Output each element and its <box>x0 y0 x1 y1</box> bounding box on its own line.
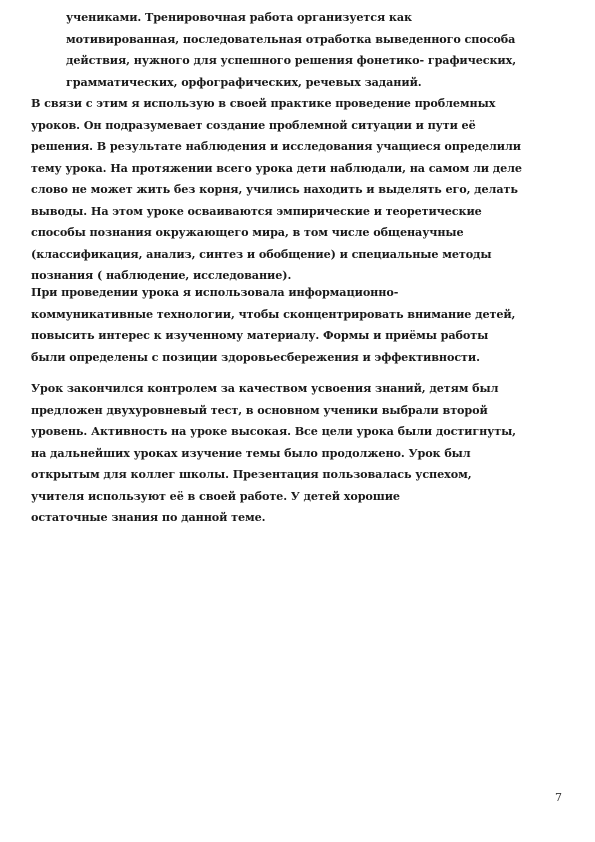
text-line: уроков. Он подразумевает создание проблемной ситуации и пути её <box>31 117 476 132</box>
text-line: были определены с позиции здоровьесбережения и эффективности. <box>31 349 480 364</box>
text-line: мотивированная, последовательная отработка выведенного способа <box>66 31 516 46</box>
text-line: (классификация, анализ, синтез и обобщение) и специальные методы <box>31 246 492 261</box>
text-line: познания ( наблюдение, исследование). <box>31 268 292 282</box>
text-line: При проведении урока я использовала информационно- <box>31 285 399 299</box>
text-line: учениками. Тренировочная работа организуется как <box>66 10 413 24</box>
text-line: выводы. На этом уроке осваиваются эмпирические и теоретические <box>31 203 482 218</box>
paragraph-problem-lessons <box>31 93 522 287</box>
text-line: действия, нужного для успешного решения фонетико- графических, <box>66 53 516 67</box>
text-line: повысить интерес к изученному материалу. Формы и приёмы работы <box>31 328 489 342</box>
text-line: способы познания окружающего мира, в том числе общенаучные <box>31 225 464 239</box>
text-line: уровень. Активность на уроке высокая. Все цели урока были достигнуты, <box>31 424 516 438</box>
indented-paragraph <box>66 7 516 93</box>
paragraph-ict <box>31 282 515 368</box>
text-line: грамматических, орфографических, речевых заданий. <box>66 74 422 89</box>
text-line: на дальнейших уроках изучение темы было продолжено. Урок был <box>31 445 471 460</box>
text-line: Урок закончился контролем за качеством усвоения знаний, детям был <box>31 381 499 395</box>
text-line: тему урока. На протяжении всего урока дети наблюдали, на самом ли деле <box>31 160 522 175</box>
text-line: решения. В результате наблюдения и исследования учащиеся определили <box>31 139 521 153</box>
paragraph-lesson-results <box>31 378 516 529</box>
text-line: предложен двухуровневый тест, в основном ученики выбрали второй <box>31 402 488 417</box>
text-line: открытым для коллег школы. Презентация пользовалась успехом, <box>31 467 472 481</box>
text-line: слово не может жить без корня, учились находить и выделять его, делать <box>31 182 518 196</box>
text-line: коммуникативные технологии, чтобы сконцентрировать внимание детей, <box>31 306 516 321</box>
text-line: остаточные знания по данной теме. <box>31 510 266 524</box>
text-line: В связи с этим я использую в своей практике проведение проблемных <box>31 96 496 110</box>
page-number: 7 <box>555 791 562 804</box>
text-line: учителя используют её в своей работе. У детей хорошие <box>31 488 400 503</box>
